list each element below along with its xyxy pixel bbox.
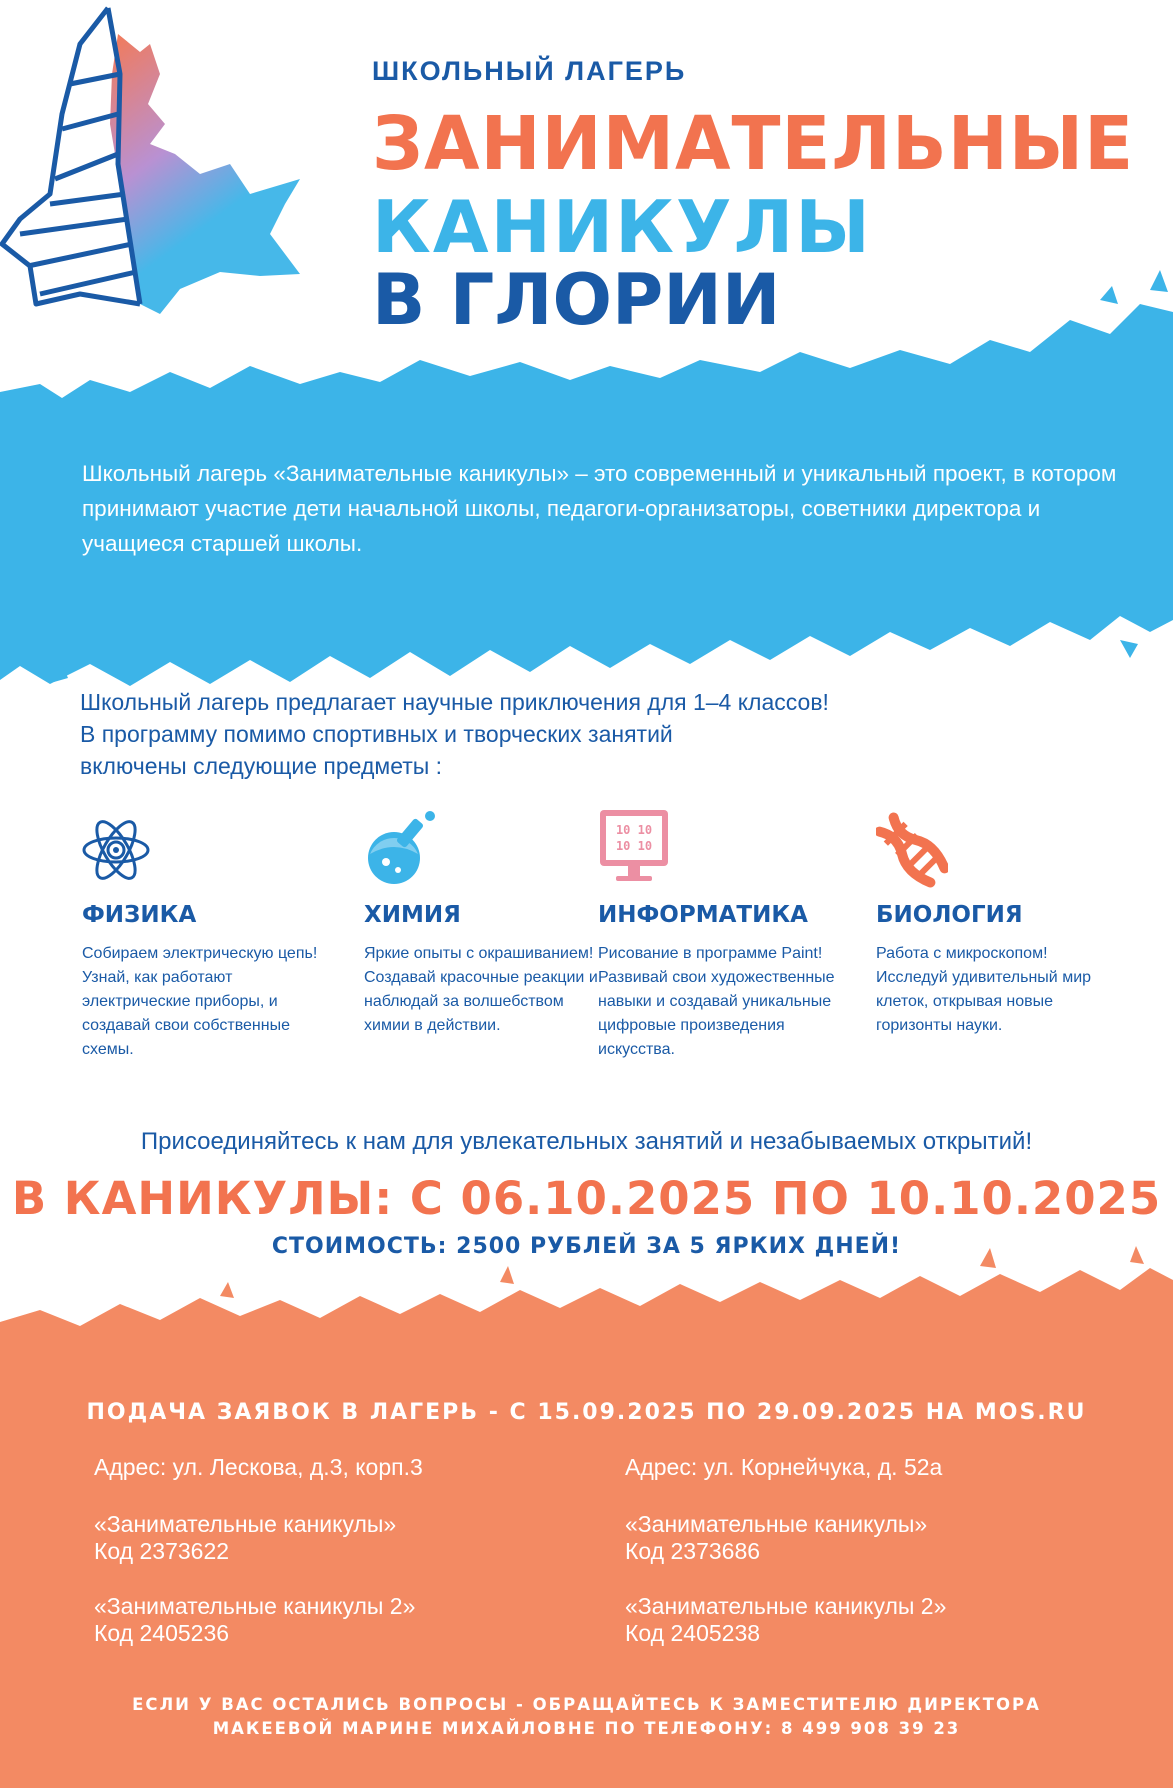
contact-line-1: ЕСЛИ У ВАС ОСТАЛИСЬ ВОПРОСЫ - ОБРАЩАЙТЕСЬ К ЗАМЕСТИТЕЛЮ ДИРЕКТОРА — [132, 1695, 1041, 1714]
program-1 — [625, 1511, 1105, 1565]
intro-text: Школьный лагерь «Занимательные каникулы» – это современный и уникальный проект, в котором принимают участие дети начальной школы, педагоги-организаторы, советники директора и учащиеся старшей школы. — [82, 461, 1117, 556]
program-1 — [94, 1511, 574, 1565]
location-1 — [94, 1454, 574, 1675]
offer-line-2: В программу помимо спортивных и творческих занятий — [80, 721, 673, 747]
atom-icon — [82, 810, 154, 890]
location-2 — [625, 1454, 1105, 1675]
dna-icon — [876, 810, 948, 890]
subtitle: ШКОЛЬНЫЙ ЛАГЕРЬ — [372, 56, 687, 86]
subject-description: Яркие опыты с окрашиванием! Создавай красочные реакции и наблюдай за волшебством химии в действии. — [364, 945, 598, 1034]
flask-icon — [364, 810, 436, 890]
program-2 — [94, 1593, 574, 1647]
address: Адрес: ул. Корнейчука, д. 52а — [625, 1454, 943, 1480]
application-text: ПОДАЧА ЗАЯВОК В ЛАГЕРЬ - С 15.09.2025 ПО 29.09.2025 НА MOS.RU — [86, 1400, 1087, 1425]
title-line-1: ЗАНИМАТЕЛЬНЫЕ — [372, 101, 1135, 187]
dates-text: В КАНИКУЛЫ: С 06.10.2025 ПО 10.10.2025 — [11, 1172, 1162, 1225]
program-name: «Занимательные каникулы 2» — [94, 1593, 416, 1619]
join-text: Присоединяйтесь к нам для увлекательных занятий и незабываемых открытий! — [140, 1128, 1033, 1155]
subject-description: Работа с микроскопом! Исследуй удивительный мир клеток, открывая новые горизонты науки. — [876, 945, 1092, 1034]
screen-text-2: 10 10 — [615, 839, 653, 853]
program-code: Код 2373622 — [94, 1538, 230, 1564]
price-text: СТОИМОСТЬ: 2500 РУБЛЕЙ ЗА 5 ЯРКИХ ДНЕЙ! — [271, 1234, 902, 1259]
subject-name: ФИЗИКА — [82, 902, 197, 928]
subject-description: Собираем электрическую цепь! Узнай, как работают электрические приборы, и создавай свои собственные схемы. — [82, 945, 318, 1058]
program-name: «Занимательные каникулы» — [625, 1511, 928, 1537]
program-code: Код 2373686 — [625, 1538, 761, 1564]
subject-name: ИНФОРМАТИКА — [598, 902, 808, 928]
program-code: Код 2405238 — [625, 1620, 761, 1646]
program-name: «Занимательные каникулы» — [94, 1511, 397, 1537]
program-code: Код 2405236 — [94, 1620, 230, 1646]
title-line-3: В ГЛОРИИ — [372, 259, 781, 341]
title-line-2: КАНИКУЛЫ — [372, 185, 872, 269]
offer-line-3: включены следующие предметы : — [80, 753, 443, 779]
offer-text — [80, 686, 1080, 782]
screen-text-1: 10 10 — [615, 823, 653, 837]
subject-name: БИОЛОГИЯ — [876, 902, 1023, 928]
computer-monitor-icon — [598, 810, 670, 890]
program-2 — [625, 1593, 1105, 1647]
contact-info — [0, 1693, 1173, 1741]
address: Адрес: ул. Лескова, д.3, корп.3 — [94, 1454, 423, 1480]
contact-line-2: МАКЕЕВОЙ МАРИНЕ МИХАЙЛОВНЕ ПО ТЕЛЕФОНУ: 8 499 908 39 23 — [212, 1719, 961, 1738]
subject-description: Рисование в программе Paint! Развивай свои художественные навыки и создавай уникальные цифровые произведения искусства. — [598, 945, 835, 1058]
offer-line-1: Школьный лагерь предлагает научные приключения для 1–4 классов! — [80, 689, 829, 715]
maple-leaf-logo-icon — [0, 4, 330, 349]
subject-name: ХИМИЯ — [364, 902, 461, 928]
program-name: «Занимательные каникулы 2» — [625, 1593, 947, 1619]
